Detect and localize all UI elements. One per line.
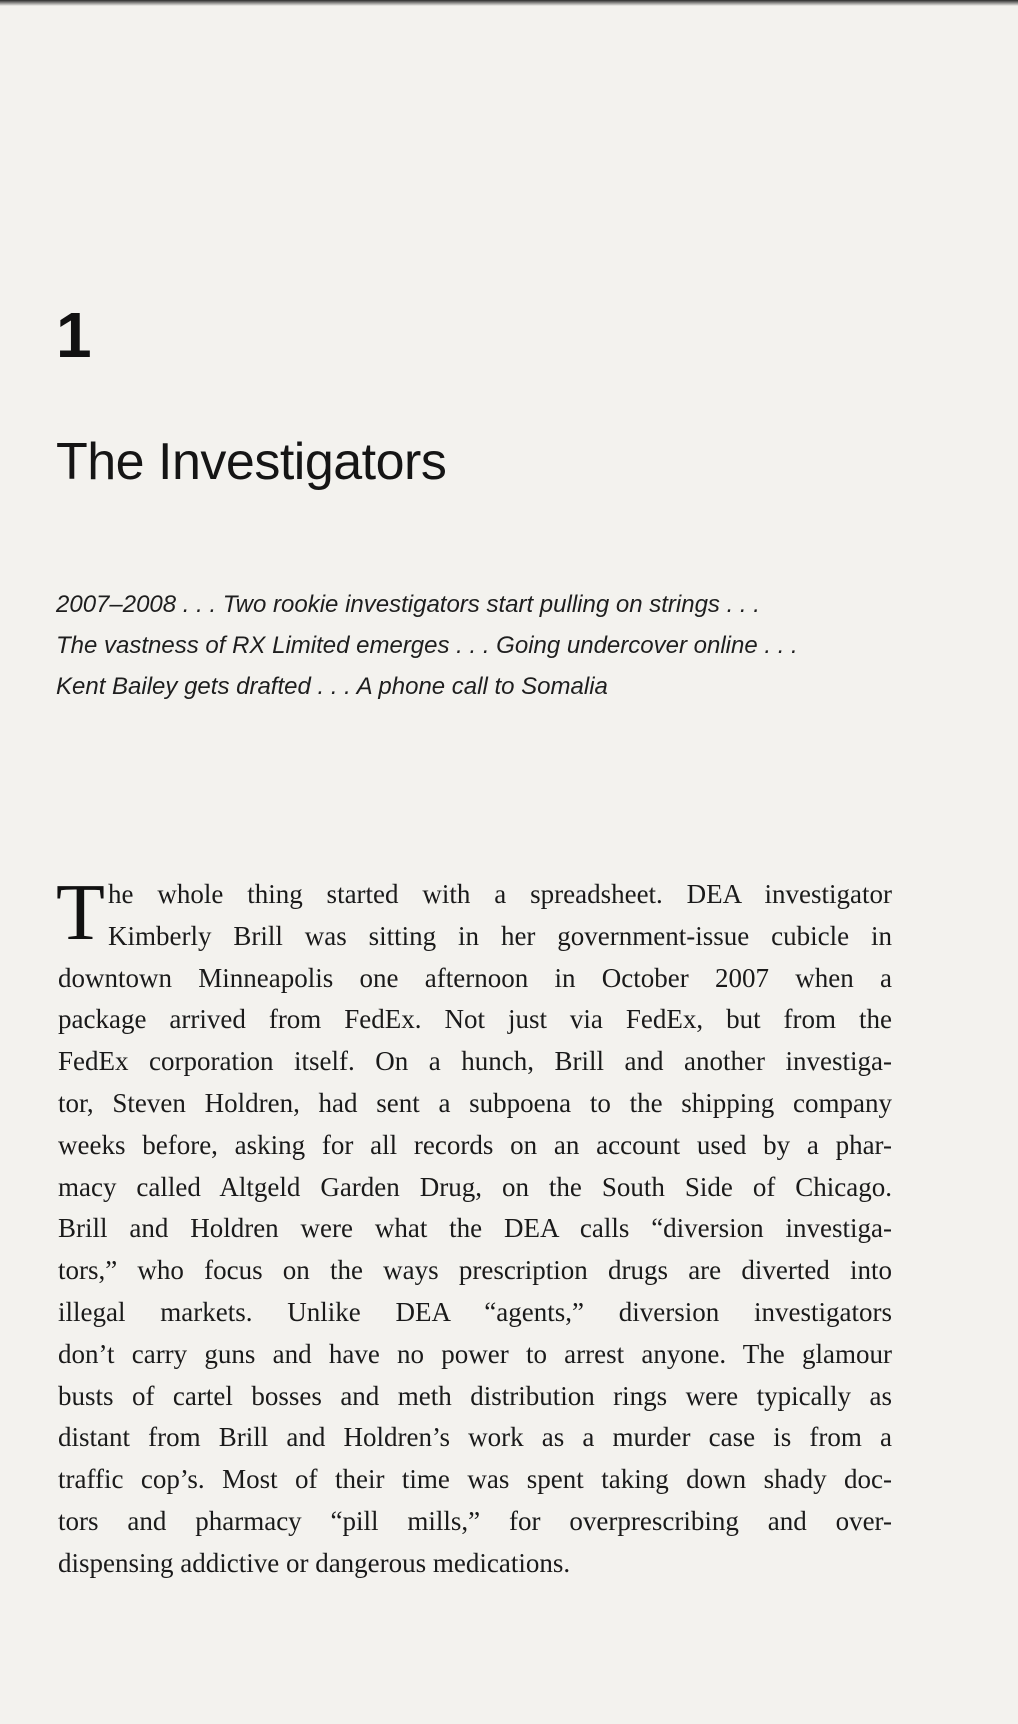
body-line: illegal markets. Unlike DEA “agents,” diversion investigators	[58, 1296, 892, 1327]
drop-cap: T	[56, 869, 105, 957]
synopsis-line: Kent Bailey gets drafted . . . A phone call to Somalia	[56, 673, 608, 700]
synopsis-line: The vastness of RX Limited emerges . . . Going undercover online . . .	[56, 632, 798, 659]
body-line: Kimberly Brill was sitting in her government-issue cubicle in	[108, 920, 892, 951]
body-line: FedEx corporation itself. On a hunch, Brill and another investiga-	[58, 1046, 892, 1077]
synopsis-line: 2007–2008 . . . Two rookie investigators start pulling on strings . . .	[56, 591, 760, 618]
body-line: downtown Minneapolis one afternoon in October 2007 when a	[58, 962, 892, 993]
body-line: busts of cartel bosses and meth distribution rings were typically as	[58, 1380, 892, 1411]
chapter-title: The Investigators	[56, 433, 447, 491]
body-line: distant from Brill and Holdren’s work as a murder case is from a	[58, 1422, 892, 1453]
chapter-number: 1	[56, 299, 90, 371]
body-line: he whole thing started with a spreadsheet. DEA investigator	[108, 879, 892, 909]
body-line: tors,” who focus on the ways prescription drugs are diverted into	[58, 1255, 892, 1286]
chapter-synopsis	[56, 584, 896, 707]
book-page	[56, 0, 906, 1724]
body-paragraph	[56, 869, 892, 1585]
body-line: Brill and Holdren were what the DEA calls “diversion investiga-	[58, 1213, 892, 1244]
body-line: traffic cop’s. Most of their time was spent taking down shady doc-	[58, 1464, 892, 1495]
body-line: tors and pharmacy “pill mills,” for overprescribing and over-	[58, 1505, 892, 1536]
body-line: package arrived from FedEx. Not just via FedEx, but from the	[58, 1004, 892, 1035]
body-line: don’t carry guns and have no power to arrest anyone. The glamour	[58, 1338, 892, 1369]
body-line: macy called Altgeld Garden Drug, on the South Side of Chicago.	[58, 1171, 892, 1202]
body-line: dispensing addictive or dangerous medications.	[58, 1547, 571, 1578]
body-line: weeks before, asking for all records on an account used by a phar-	[58, 1129, 892, 1160]
body-line: tor, Steven Holdren, had sent a subpoena to the shipping company	[58, 1087, 892, 1118]
